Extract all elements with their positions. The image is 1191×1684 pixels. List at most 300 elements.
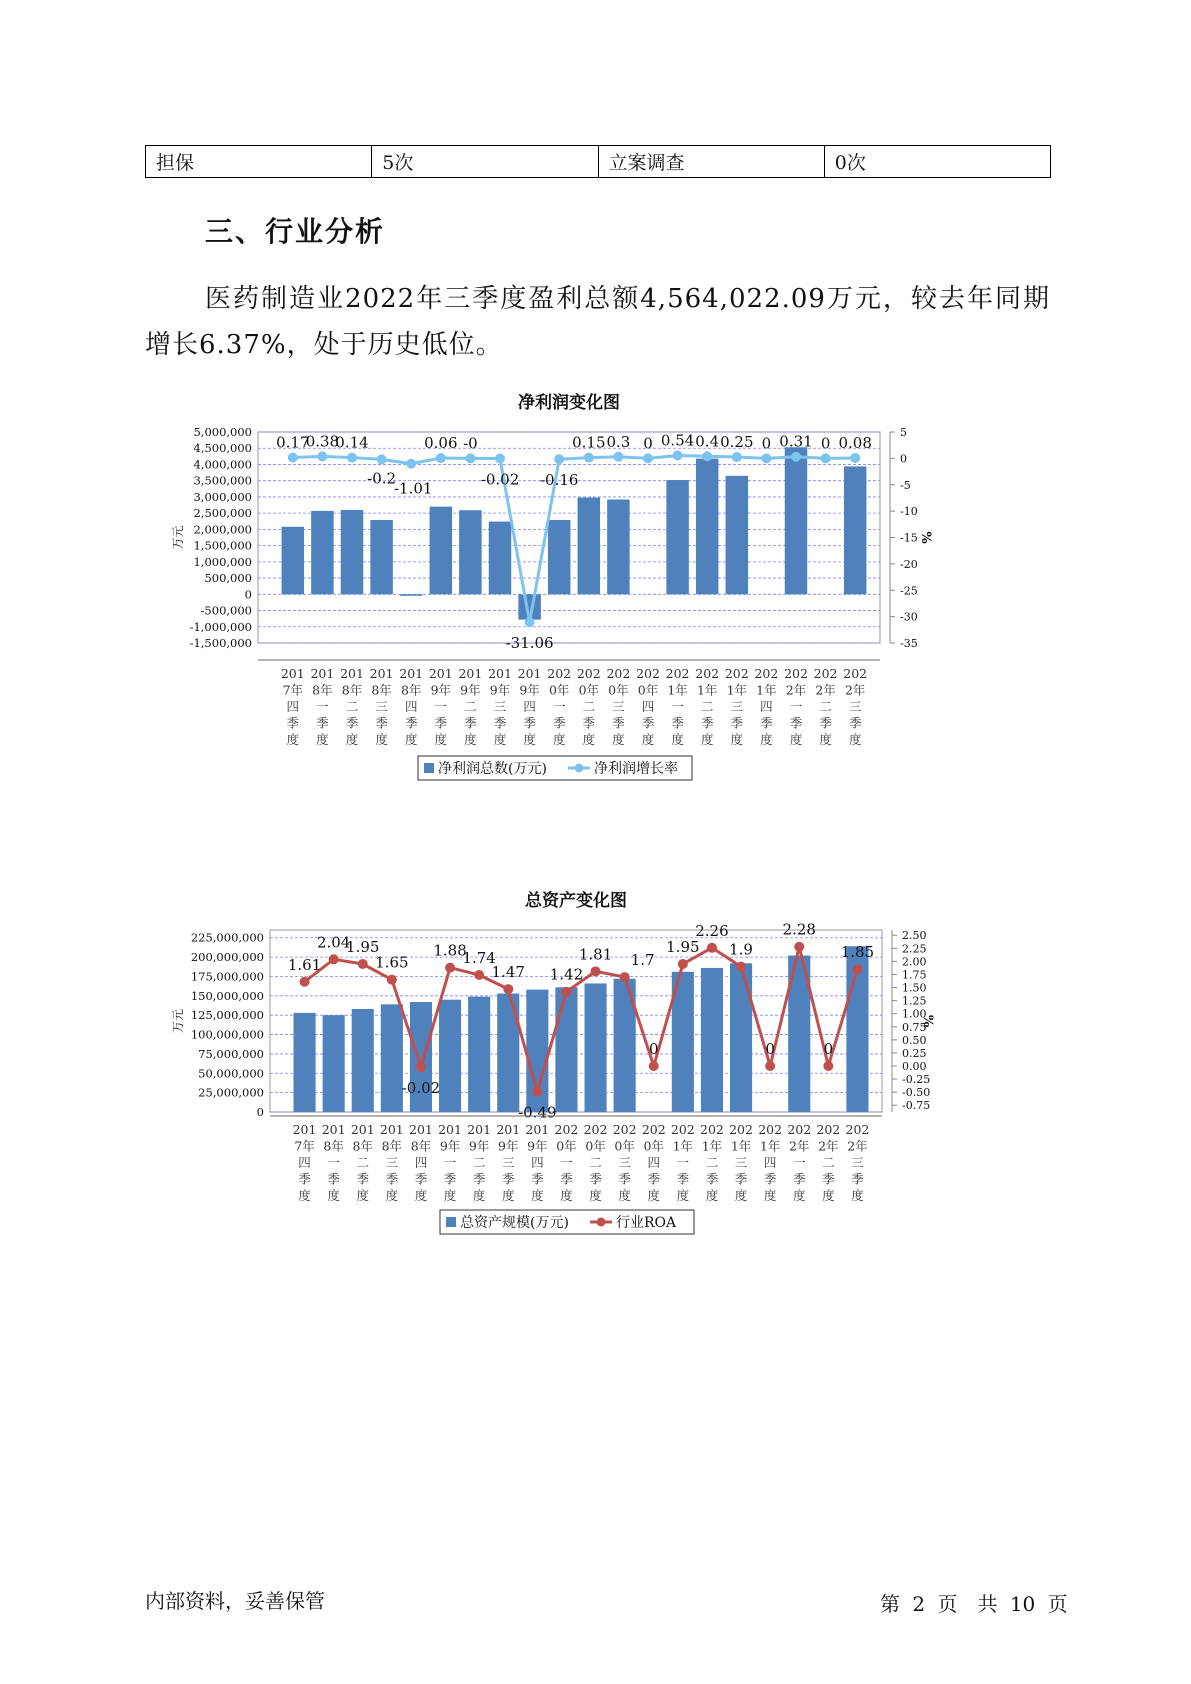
x-tick-label-line: 9年 [489,682,511,698]
bar [311,511,333,594]
x-tick-label [555,1122,579,1203]
legend-line-label: 净利润增长率 [594,761,678,777]
x-tick-label-line: 202 [606,666,631,681]
chart-title: 总资产变化图 [525,891,627,911]
bar [459,510,481,594]
x-tick-label-line: 度 [493,732,507,747]
y2-tick-label: 2.25 [902,942,927,956]
data-label: 0.25 [720,433,754,452]
x-tick-label-line: 202 [583,1122,608,1137]
x-tick-label-line: 1年 [759,1138,781,1154]
data-label: 0.15 [572,433,606,452]
total-assets-chart [170,888,1030,1348]
x-tick-label-line: 7年 [282,682,304,698]
y2-tick-label: -0.50 [902,1086,931,1100]
line-point [765,1061,775,1071]
y2-tick-label: 5 [900,426,907,439]
x-tick-label-line: 201 [458,666,483,681]
x-tick-label [606,666,630,747]
x-tick-label-line: 0年 [608,682,629,698]
bar [439,1000,461,1112]
y-tick-label: 500,000 [204,571,252,586]
x-tick-label-line: 二 [819,699,832,714]
table-cell-label: 立案调查 [598,146,824,178]
x-tick-label-line: 度 [286,732,300,747]
x-tick-label-line: 9年 [460,682,481,698]
x-tick-label-line: 度 [676,1188,690,1203]
x-tick-label [814,666,838,747]
y-tick-label: 0 [244,587,252,602]
y2-tick-label: 0.00 [902,1059,927,1073]
data-label: 1.61 [287,955,322,974]
data-label: 2.04 [316,933,351,952]
bar [696,459,718,595]
x-tick-label-line: 四 [404,699,418,714]
legend-line-label: 行业ROA [616,1215,677,1231]
x-tick-label-line: 季 [404,715,418,731]
data-label: 1.7 [630,951,655,970]
table-cell-value: 0次 [824,146,1050,178]
x-tick-label-line: 季 [345,715,359,731]
y2-tick-label: -10 [900,505,918,519]
x-tick-label-line: 2年 [847,1138,868,1154]
line-point [707,943,717,953]
x-tick-label [281,666,305,747]
x-tick-label [310,666,334,747]
x-tick-label [754,666,778,747]
data-label: 0 [643,434,653,453]
x-tick-label-line: 201 [369,666,394,681]
line-point [300,977,310,987]
data-label: 0 [761,434,772,453]
x-tick-label-line: 202 [724,666,749,681]
x-tick-label-line: 季 [316,715,329,731]
table-cell-label: 担保 [146,146,372,178]
x-tick-label [409,1122,433,1203]
bar [584,983,606,1112]
x-tick-label-line: 季 [560,1171,573,1187]
x-tick-label [380,1122,404,1203]
y-tick-label: 4,500,000 [193,441,252,456]
data-label: 0.31 [779,432,813,451]
data-label: -0.2 [367,469,397,488]
data-label: 0.3 [606,432,631,451]
x-tick-label [816,1122,840,1203]
x-tick-label [496,1122,520,1203]
bar [555,987,577,1112]
y-tick-label: 225,000,000 [190,930,264,945]
line-point [591,966,601,976]
x-tick-label-line: 度 [464,732,477,747]
x-tick-label-line: 202 [700,1122,724,1137]
page-current: 2 [912,1592,926,1616]
y2-tick-label: -0.25 [902,1073,931,1087]
x-tick-label [351,1122,375,1203]
x-tick-label-line: 三 [848,699,862,714]
x-tick-label-line: 二 [700,699,714,714]
x-tick-label-line: 201 [399,666,424,681]
x-tick-label [340,666,364,747]
data-label: 2.26 [695,921,729,940]
x-tick-label-line: 二 [464,699,477,714]
x-tick-label-line: 202 [787,1122,812,1137]
x-tick-label-line: 三 [734,1155,748,1170]
x-tick-label-line: 度 [763,1188,777,1203]
x-tick-label-line: 季 [676,1171,690,1187]
y2-tick-label: 0.75 [902,1020,927,1034]
x-tick-label-line: 度 [443,1188,457,1203]
legend-bar-swatch [446,1217,456,1227]
y2-tick-label: 1.25 [902,994,927,1008]
x-tick-label-line: 三 [618,1155,631,1170]
y-tick-label: 4,000,000 [193,457,252,472]
data-label: 0 [765,1039,775,1058]
y2-axis-title: % [920,1014,935,1028]
data-label: 0.38 [305,432,340,451]
x-tick-label-line: 季 [443,1171,457,1187]
x-tick-label-line: 度 [414,1188,428,1203]
line-point [761,453,771,463]
x-tick-label-line: 季 [385,1171,399,1187]
line-point [436,453,446,463]
x-tick-label-line: 9年 [430,682,452,698]
x-tick-label-line: 季 [464,715,477,731]
x-tick-label-line: 202 [670,1122,695,1137]
data-label: 1.95 [346,937,380,956]
y2-tick-label: 0 [900,452,907,466]
line-point [673,451,683,461]
x-tick-label-line: 度 [851,1188,864,1203]
data-label: 0.4 [695,432,720,451]
x-tick-label [613,1122,637,1203]
x-tick-label [584,1122,608,1203]
bar [381,1004,403,1112]
page-label-mid: 页 共 [937,1592,998,1616]
x-tick-label-line: 2年 [789,1138,810,1154]
x-tick-label [467,1122,491,1203]
line-point [643,453,653,463]
x-tick-label-line: 季 [848,715,862,731]
data-label: -31.06 [505,634,554,653]
x-tick-label-line: 度 [789,732,803,747]
legend [440,1210,694,1234]
x-tick-label-line: 1年 [672,1138,694,1154]
x-tick-label [725,666,749,747]
line-point [347,453,357,463]
x-tick-label-line: 季 [641,715,655,731]
x-tick-label [729,1122,753,1203]
x-tick-label-line: 度 [356,1188,370,1203]
data-label: 0.17 [276,433,310,452]
x-tick-label-line: 二 [582,699,596,714]
data-label: 1.85 [840,943,875,962]
data-label: 0 [648,1039,659,1058]
x-tick-label-line: 度 [560,1188,573,1203]
x-tick-label-line: 二 [705,1155,719,1170]
line-point [821,453,831,463]
x-tick-label-line: 二 [589,1155,602,1170]
x-tick-label-line: 一 [316,699,329,714]
x-tick-label-line: 四 [298,1155,311,1170]
y-tick-label: 3,000,000 [193,489,252,504]
x-tick-label-line: 202 [547,666,572,681]
x-tick-label-line: 1年 [730,1138,752,1154]
x-tick-label-line: 季 [789,715,803,731]
y2-tick-label: -0.75 [902,1099,931,1113]
legend-line-marker [597,1218,606,1227]
x-tick-label [525,1122,549,1203]
page-total: 10 [1009,1592,1036,1616]
data-label: 0.14 [335,433,369,452]
x-tick-label [518,666,542,747]
y-tick-label: 3,500,000 [193,473,252,488]
y2-axis-title: % [918,531,933,544]
bar [548,520,570,594]
line-point [387,975,397,985]
x-tick-label-line: 度 [730,732,744,747]
y-tick-label: 200,000,000 [190,950,264,965]
x-tick-label-line: 季 [434,715,448,731]
x-tick-label-line: 8年 [352,1138,373,1154]
x-tick-label-line: 202 [816,1122,841,1137]
x-tick-label-line: 0年 [585,1138,606,1154]
data-label: 1.42 [549,965,584,984]
data-label: 1.81 [578,945,613,964]
x-tick-label-line: 季 [851,1171,864,1187]
x-tick-label-line: 二 [345,699,359,714]
x-tick-label-line: 季 [582,715,596,731]
x-tick-label-line: 202 [641,1122,666,1137]
x-tick-label [695,666,719,747]
x-tick-label-line: 度 [345,732,359,747]
x-tick-label-line: 1年 [726,682,748,698]
x-tick-label-line: 度 [434,732,448,747]
line-point [794,942,804,952]
chart-title: 净利润变化图 [518,393,620,413]
x-tick-label-line: 201 [428,666,453,681]
data-label: 1.9 [729,940,753,959]
x-tick-label-line: 度 [531,1188,544,1203]
bar [352,1009,374,1112]
x-tick-label-line: 度 [705,1188,719,1203]
x-tick-label-line: 四 [647,1155,661,1170]
x-tick-label [429,666,453,747]
x-tick-label-line: 三 [493,699,507,714]
x-tick-label-line: 度 [848,732,862,747]
x-tick-label-line: 0年 [578,682,600,698]
data-label: 1.74 [462,948,496,967]
x-tick-label [787,1122,811,1203]
x-tick-label-line: 度 [671,732,684,747]
x-tick-label-line: 度 [404,732,418,747]
legend-bar-label: 总资产规模(万元) [460,1215,569,1231]
line-point [445,963,455,973]
x-tick-label-line: 度 [589,1188,602,1203]
bar [370,520,392,594]
x-tick-label [784,666,808,747]
x-tick-label-line: 季 [671,715,684,731]
y2-tick-label: -5 [900,478,911,492]
line-point [288,452,298,462]
x-tick-label-line: 度 [700,732,714,747]
x-tick-label-line: 季 [763,1171,777,1187]
line-point [823,1061,833,1071]
x-tick-label [758,1122,782,1203]
x-tick-label [642,1122,666,1203]
x-tick-label-line: 202 [554,1122,579,1137]
x-tick-label-line: 201 [496,1122,521,1137]
data-label: 1.88 [433,941,467,960]
x-tick-label-line: 度 [582,732,596,747]
data-label: -0.02 [401,1079,441,1098]
x-tick-label-line: 四 [763,1155,777,1170]
x-tick-label [636,666,660,747]
x-tick-label-line: 一 [443,1155,457,1170]
line-point [503,984,513,994]
y-tick-label: 1,000,000 [193,554,252,569]
data-label: 0.08 [838,433,872,452]
x-tick-label-line: 0年 [637,682,659,698]
x-tick-label-line: 1年 [696,682,718,698]
x-tick-label-line: 一 [789,699,803,714]
x-tick-label-line: 季 [612,715,625,731]
risk-summary-table [145,145,1051,178]
legend-bar-label: 净利润总数(万元) [438,761,547,777]
x-tick-label-line: 2年 [844,682,866,698]
data-label: -0.02 [480,470,520,489]
data-label: 0 [823,1039,834,1058]
line-point [649,1061,659,1071]
data-label: 0.54 [660,431,695,450]
x-tick-label-line: 四 [760,699,773,714]
x-tick-label-line: 度 [641,732,655,747]
line-point [736,962,746,972]
x-tick-label-line: 四 [641,699,655,714]
x-tick-label-line: 季 [589,1171,602,1187]
y-tick-label: 1,500,000 [193,538,252,553]
bar [341,510,363,594]
x-tick-label-line: 202 [758,1122,783,1137]
line-point [358,959,368,969]
y2-tick-label: -20 [900,557,918,571]
y-tick-label: -1,000,000 [189,619,252,634]
x-tick-label-line: 201 [350,1122,375,1137]
x-tick-label [370,666,394,747]
x-tick-label-line: 季 [792,1171,806,1187]
x-tick-label-line: 0年 [643,1138,664,1154]
data-label: -1.01 [393,479,433,498]
x-tick-label-line: 8年 [381,1138,403,1154]
x-tick-label-line: 201 [409,1122,433,1137]
x-tick-label-line: 9年 [519,682,540,698]
x-tick-label [322,1122,346,1203]
x-tick-label-line: 季 [552,715,566,731]
legend [418,756,692,780]
confidential-note: 内部资料，妥善保管 [145,1589,325,1613]
x-tick-label-line: 三 [501,1155,515,1170]
x-tick-label-line: 度 [822,1188,835,1203]
x-tick-label-line: 季 [760,715,773,731]
x-tick-label-line: 9年 [468,1138,490,1154]
bar [293,1013,315,1112]
page-number [880,1588,1068,1617]
x-tick-label-line: 度 [647,1188,661,1203]
x-tick-label-line: 季 [705,1171,719,1187]
y-tick-label: 150,000,000 [190,988,264,1003]
line-point [495,453,505,463]
y2-tick-label: 1.75 [902,968,927,982]
x-tick-label-line: 季 [819,715,832,731]
x-tick-label [438,1122,462,1203]
line-point [791,452,801,462]
y2-tick-label: 0.25 [902,1046,927,1060]
x-tick-label-line: 季 [327,1171,340,1187]
line-point [732,452,742,462]
y-tick-label: 175,000,000 [190,969,264,984]
y-tick-label: 2,500,000 [193,506,252,521]
x-tick-label-line: 8年 [341,682,363,698]
bar [282,527,304,595]
line-point [474,970,484,980]
x-tick-label-line: 季 [375,715,388,731]
line-point [532,1087,542,1097]
x-tick-label-line: 度 [327,1188,340,1203]
x-tick-label-line: 一 [552,699,566,714]
y-tick-label: 25,000,000 [198,1085,264,1100]
data-label: 1.47 [491,963,525,982]
x-tick-label-line: 0年 [556,1138,577,1154]
bar [430,507,452,595]
line-point [613,452,623,462]
x-tick-label-line: 202 [813,666,838,681]
bar [489,522,511,595]
table-cell-value: 5次 [372,146,598,178]
y-tick-label: -500,000 [200,603,252,618]
x-tick-label-line: 201 [379,1122,404,1137]
x-tick-label [577,666,601,747]
x-tick-label-line: 201 [310,666,335,681]
y-tick-label: -1,500,000 [189,636,252,650]
x-tick-label-line: 度 [316,732,329,747]
bar [785,447,807,594]
x-tick-label-line: 度 [819,732,832,747]
x-tick-label-line: 季 [298,1171,311,1187]
line-point [554,454,564,464]
bar [607,500,629,595]
x-tick-label-line: 8年 [410,1138,432,1154]
x-tick-label-line: 8年 [371,682,392,698]
x-tick-label-line: 季 [356,1171,370,1187]
x-tick-label-line: 9年 [498,1138,519,1154]
x-tick-label-line: 202 [695,666,720,681]
x-tick-label-line: 202 [843,666,868,681]
data-label: -0.16 [539,471,579,490]
x-tick-label-line: 季 [822,1171,835,1187]
x-tick-label-line: 度 [385,1188,399,1203]
line-point [584,453,594,463]
line-point [465,453,475,463]
line-point [850,453,860,463]
x-tick-label-line: 9年 [439,1138,461,1154]
y-tick-label: 5,000,000 [193,425,252,439]
line-point [329,954,339,964]
x-tick-label-line: 度 [552,732,566,747]
x-tick-label-line: 度 [792,1188,806,1203]
bar [701,968,723,1112]
data-label: -0.49 [518,1103,557,1122]
x-tick-label-line: 9年 [527,1138,548,1154]
x-tick-label-line: 一 [327,1155,340,1170]
